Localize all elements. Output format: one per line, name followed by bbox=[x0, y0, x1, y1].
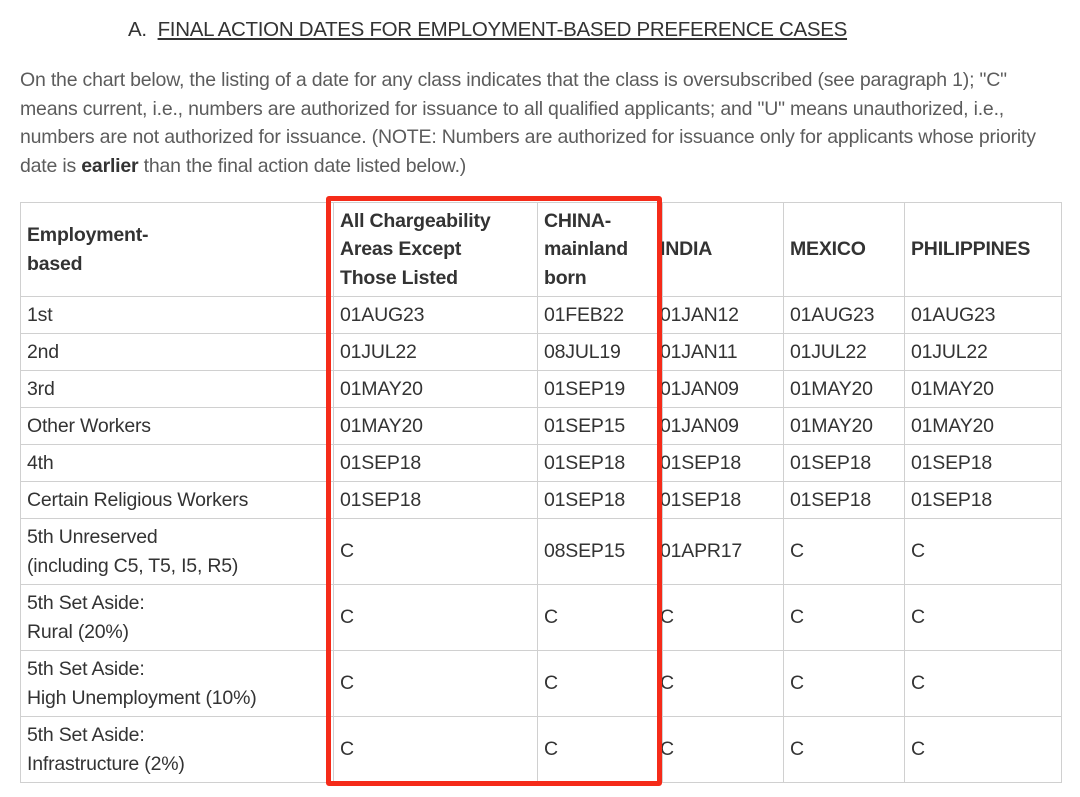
cell-philippines: C bbox=[905, 585, 1062, 651]
cell-mexico: 01JUL22 bbox=[784, 334, 905, 371]
cell-china: 01FEB22 bbox=[538, 297, 663, 334]
cell-mexico: C bbox=[784, 519, 905, 585]
cell-philippines: 01MAY20 bbox=[905, 408, 1062, 445]
cell-philippines: C bbox=[905, 651, 1062, 717]
cell-philippines: 01MAY20 bbox=[905, 371, 1062, 408]
header-china bbox=[538, 203, 663, 297]
header-employment-based bbox=[21, 203, 334, 297]
cell-mexico: 01SEP18 bbox=[784, 482, 905, 519]
cell-category bbox=[21, 297, 334, 334]
cell-category bbox=[21, 585, 334, 651]
table-header-row bbox=[21, 203, 1062, 297]
header-line: CHINA- bbox=[544, 209, 612, 232]
section-title: FINAL ACTION DATES FOR EMPLOYMENT-BASED PREFERENCE CASES bbox=[157, 18, 848, 41]
cell-all: 01SEP18 bbox=[334, 445, 538, 482]
cell-category bbox=[21, 482, 334, 519]
cell-india: 01JAN12 bbox=[663, 297, 784, 334]
cell-mexico: C bbox=[784, 585, 905, 651]
cell-all: 01MAY20 bbox=[334, 408, 538, 445]
cell-mexico: 01AUG23 bbox=[784, 297, 905, 334]
cell-all: 01JUL22 bbox=[334, 334, 538, 371]
category-line: 5th Set Aside: bbox=[27, 658, 145, 680]
table-row bbox=[21, 651, 1062, 717]
final-action-dates-table bbox=[20, 202, 1062, 783]
cell-category bbox=[21, 371, 334, 408]
header-india: INDIA bbox=[663, 203, 784, 297]
header-line: Employment- bbox=[27, 224, 149, 246]
table-row bbox=[21, 334, 1062, 371]
cell-china: 01SEP18 bbox=[538, 445, 663, 482]
cell-china: 01SEP18 bbox=[538, 482, 663, 519]
category-line: Infrastructure (2%) bbox=[27, 752, 185, 775]
table-row bbox=[21, 297, 1062, 334]
cell-all: 01AUG23 bbox=[334, 297, 538, 334]
section-letter: A. bbox=[128, 18, 147, 41]
cell-china: 01SEP15 bbox=[538, 408, 663, 445]
cell-india: C bbox=[663, 585, 784, 651]
header-line: All Chargeability bbox=[340, 209, 491, 232]
category-line: (including C5, T5, I5, R5) bbox=[27, 554, 239, 577]
cell-mexico: 01MAY20 bbox=[784, 371, 905, 408]
table-row bbox=[21, 585, 1062, 651]
category-line: 2nd bbox=[27, 340, 59, 363]
cell-category bbox=[21, 334, 334, 371]
intro-text: On the chart below, the listing of a date for any class indicates that the class is oversubscribed (see paragraph 1); "C" means current, i.e., numbers are authorized for issuance to all qualified applicants; and "U" means unauthorized, i.e., numbers are not authorized for issuance. (NOTE: Numbers are authorized for issuance only for applicants whose priority date is bbox=[20, 69, 1036, 177]
cell-all: C bbox=[334, 717, 538, 783]
cell-category bbox=[21, 651, 334, 717]
table-row bbox=[21, 482, 1062, 519]
cell-india: 01SEP18 bbox=[663, 482, 784, 519]
cell-category bbox=[21, 408, 334, 445]
table-row bbox=[21, 519, 1062, 585]
cell-philippines: 01SEP18 bbox=[905, 482, 1062, 519]
cell-india: 01JAN09 bbox=[663, 371, 784, 408]
cell-india: 01SEP18 bbox=[663, 445, 784, 482]
cell-china: 08SEP15 bbox=[538, 519, 663, 585]
category-line: 4th bbox=[27, 451, 54, 474]
cell-mexico: C bbox=[784, 651, 905, 717]
header-all-chargeability bbox=[334, 203, 538, 297]
header-line: born bbox=[544, 266, 587, 289]
cell-all: C bbox=[334, 519, 538, 585]
cell-mexico: 01SEP18 bbox=[784, 445, 905, 482]
cell-all: 01MAY20 bbox=[334, 371, 538, 408]
section-heading bbox=[128, 18, 847, 42]
table-row bbox=[21, 445, 1062, 482]
cell-china: 08JUL19 bbox=[538, 334, 663, 371]
header-line: based bbox=[27, 252, 83, 275]
cell-philippines: 01SEP18 bbox=[905, 445, 1062, 482]
category-line: 3rd bbox=[27, 377, 55, 400]
cell-all: C bbox=[334, 651, 538, 717]
cell-philippines: C bbox=[905, 519, 1062, 585]
header-mexico: MEXICO bbox=[784, 203, 905, 297]
cell-china: C bbox=[538, 585, 663, 651]
intro-paragraph bbox=[20, 66, 1065, 180]
cell-category bbox=[21, 445, 334, 482]
cell-india: C bbox=[663, 651, 784, 717]
cell-category bbox=[21, 717, 334, 783]
cell-philippines: 01AUG23 bbox=[905, 297, 1062, 334]
intro-text-end: than the final action date listed below.) bbox=[138, 154, 467, 177]
cell-china: 01SEP19 bbox=[538, 371, 663, 408]
header-line: Areas Except bbox=[340, 238, 462, 261]
cell-china: C bbox=[538, 717, 663, 783]
cell-mexico: 01MAY20 bbox=[784, 408, 905, 445]
cell-category bbox=[21, 519, 334, 585]
category-line: 5th Set Aside: bbox=[27, 724, 145, 746]
header-line: mainland bbox=[544, 238, 628, 261]
category-line: High Unemployment (10%) bbox=[27, 686, 257, 709]
cell-all: 01SEP18 bbox=[334, 482, 538, 519]
header-line: Those Listed bbox=[340, 266, 458, 289]
category-line: 1st bbox=[27, 303, 53, 326]
header-philippines: PHILIPPINES bbox=[905, 203, 1062, 297]
intro-bold: earlier bbox=[81, 154, 139, 177]
category-line: Other Workers bbox=[27, 414, 151, 437]
cell-india: 01APR17 bbox=[663, 519, 784, 585]
cell-all: C bbox=[334, 585, 538, 651]
table-row bbox=[21, 717, 1062, 783]
cell-china: C bbox=[538, 651, 663, 717]
table-body bbox=[21, 297, 1062, 783]
cell-india: 01JAN09 bbox=[663, 408, 784, 445]
category-line: Certain Religious Workers bbox=[27, 488, 249, 511]
cell-philippines: C bbox=[905, 717, 1062, 783]
cell-india: 01JAN11 bbox=[663, 334, 784, 371]
category-line: 5th Unreserved bbox=[27, 526, 158, 548]
cell-philippines: 01JUL22 bbox=[905, 334, 1062, 371]
cell-mexico: C bbox=[784, 717, 905, 783]
cell-india: C bbox=[663, 717, 784, 783]
table-row bbox=[21, 408, 1062, 445]
table-row bbox=[21, 371, 1062, 408]
category-line: Rural (20%) bbox=[27, 620, 129, 643]
category-line: 5th Set Aside: bbox=[27, 592, 145, 614]
